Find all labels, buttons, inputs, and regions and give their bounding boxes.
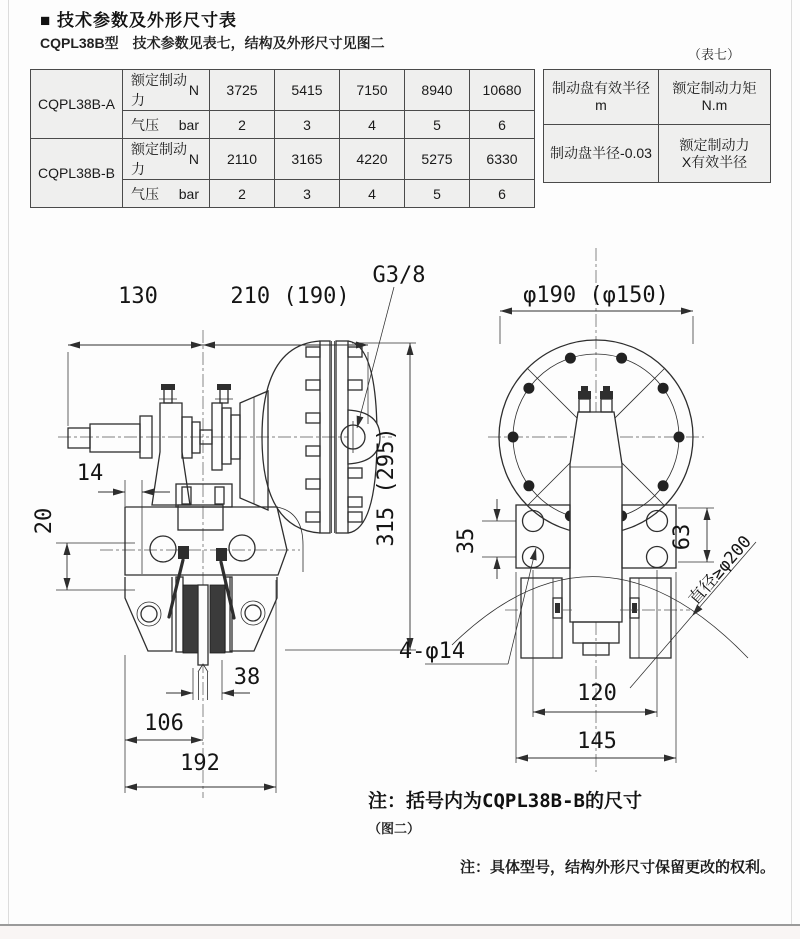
table-row [31,139,535,180]
torque-header-cell [659,70,771,125]
brake-disc-slot [198,585,208,665]
brake-pads-side [176,577,232,700]
table-row [544,125,771,183]
value-cell: 2 [210,180,275,208]
disc-diameter-label: 直径≥φ200 [684,532,756,610]
dim-35: 35 [454,527,479,555]
torque-unit: N.m [701,97,728,113]
param-label: 气压 [131,185,159,202]
spec-table [30,69,535,208]
param-unit: bar [178,116,199,133]
torque-header: 额定制动力矩 [672,80,757,96]
brake-pad [210,585,225,653]
top-bolt [159,384,177,403]
figure-number-tag: （图二） [368,821,421,836]
value-cell: 10680 [470,70,535,111]
dim-130: 130 [118,284,158,309]
table-row [31,70,535,111]
page-title-text: 技术参数及外形尺寸表 [57,11,238,30]
dim-14: 14 [76,461,104,486]
radius-unit: m [595,97,607,113]
section-marker-icon: ■ [40,11,52,30]
note-parentheses: 注：括号内为CQPL38B-B的尺寸 [368,790,642,812]
grease-fitting [578,386,591,412]
value-cell: 3725 [210,70,275,111]
param-label: 气压 [131,116,159,133]
value-cell: 5275 [405,139,470,180]
param-unit: N [188,151,199,167]
param-label: 额定制动力 [131,72,187,108]
param-cell [123,139,210,180]
table-row [544,70,771,125]
dim-145: 145 [577,729,617,754]
value-cell: 6 [470,111,535,139]
param-label: 额定制动力 [131,141,187,177]
value-cell: 6330 [470,139,535,180]
param-unit: N [188,82,199,98]
grease-fitting [600,386,613,412]
torque-table [543,69,771,183]
value-cell: 4 [340,111,405,139]
dim-120: 120 [577,681,617,706]
dimensions-side-view [32,263,425,793]
dia-190-150: φ190 (φ150) [523,283,669,308]
torque-value-cell [659,125,771,183]
value-cell: 7150 [340,70,405,111]
model-cell-b: CQPL38B-B [31,139,123,208]
param-cell [123,70,210,111]
torque-value-line2: X有效半径 [681,153,748,170]
value-cell: 5 [405,180,470,208]
value-cell: 3 [275,180,340,208]
dim-106: 106 [144,711,184,736]
radius-header: 制动盘有效半径 [552,80,650,96]
value-cell: 4220 [340,139,405,180]
note-rights: 注：具体型号，结构外形尺寸保留更改的权利。 [460,859,776,876]
top-bolt [215,384,233,403]
value-cell: 3165 [275,139,340,180]
dim-20: 20 [32,507,57,535]
radius-value-cell: 制动盘半径-0.03 [544,125,659,183]
radius-header-cell [544,70,659,125]
dim-315-295: 315 (295) [374,427,399,547]
holes-label: 4-φ14 [398,639,466,664]
port-label: G3/8 [372,263,426,288]
dim-192: 192 [180,751,220,776]
side-view [32,263,425,798]
value-cell: 8940 [405,70,470,111]
shaft-assembly [68,384,268,510]
front-view [399,248,756,772]
page-below-area [0,926,800,939]
page-title [40,6,237,31]
value-cell: 3 [275,111,340,139]
foot-hole [245,605,261,621]
value-cell: 6 [470,180,535,208]
foot-hole [141,606,157,622]
value-cell: 2 [210,111,275,139]
value-cell: 5415 [275,70,340,111]
brake-pad [183,585,198,653]
value-cell: 5 [405,111,470,139]
dim-63: 63 [670,523,695,551]
pin-hole [229,535,255,561]
bracket-hole [647,547,668,568]
dim-38: 38 [233,665,261,690]
param-cell [123,111,210,139]
dim-210-190: 210 (190) [230,284,350,309]
lever-arm [570,386,622,655]
table-number-tag: （表七） [688,47,741,62]
pin-hole [150,536,176,562]
value-cell: 2110 [210,139,275,180]
model-cell-a: CQPL38B-A [31,70,123,139]
value-cell: 4 [340,180,405,208]
bracket-hole [647,511,668,532]
torque-value-line1: 额定制动力 [679,136,750,153]
page-subtitle: CQPL38B型 技术参数见表七，结构及外形尺寸见图二 [40,35,385,51]
bracket-hole [523,547,544,568]
bracket-hole [523,511,544,532]
param-unit: bar [178,185,199,202]
